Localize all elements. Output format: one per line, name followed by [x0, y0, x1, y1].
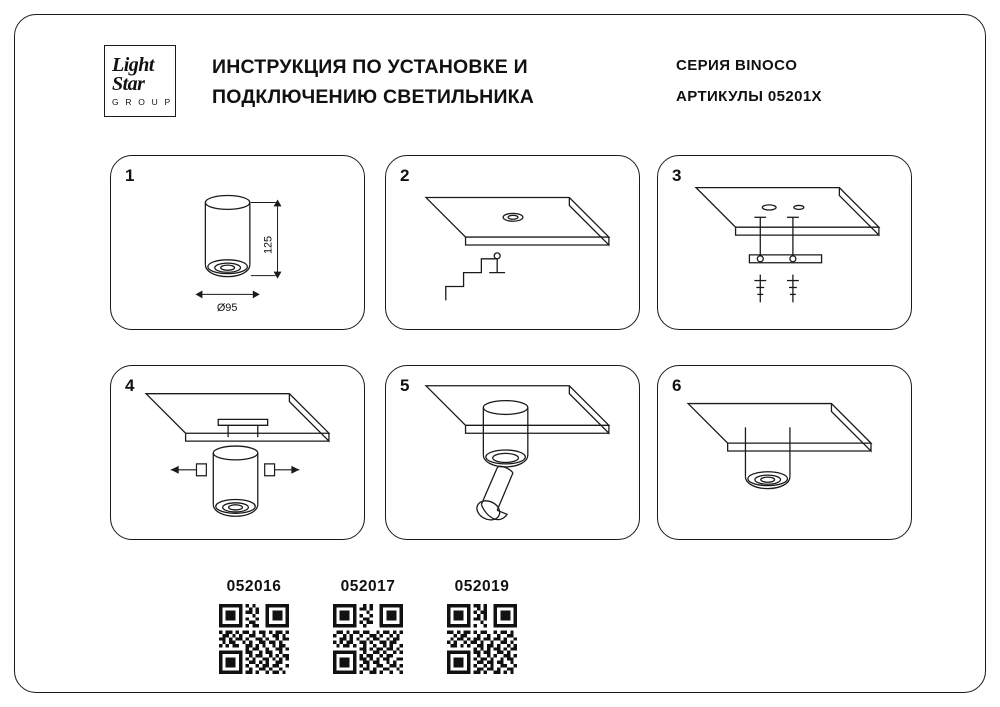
step-2-diagram [386, 156, 639, 329]
step-1-diameter-value: Ø95 [216, 302, 238, 315]
step-5-diagram [386, 366, 639, 539]
step-panel-3 [657, 155, 912, 330]
step-panel-4 [110, 365, 365, 540]
series-label: СЕРИЯ BINOCO [676, 57, 798, 74]
qr-block-052019 [436, 578, 528, 679]
step-number-6: 6 [672, 376, 682, 395]
step-number-2: 2 [400, 166, 410, 185]
article-label: АРТИКУЛЫ 05201X [676, 88, 822, 105]
step-number-3: 3 [672, 166, 682, 185]
qr-label-2: 052017 [340, 578, 396, 595]
qr-code-3 [447, 604, 517, 674]
step-number-1: 1 [125, 166, 135, 185]
step-6-diagram [658, 366, 911, 539]
step-1-diagram [111, 156, 364, 329]
page-title-line2: ПОДКЛЮЧЕНИЮ СВЕТИЛЬНИКА [212, 86, 535, 108]
brand-logo [104, 45, 176, 117]
qr-code-1 [219, 604, 289, 674]
logo-text-star: Star [112, 72, 145, 95]
qr-label-3: 052019 [454, 578, 510, 595]
step-number-5: 5 [400, 376, 410, 395]
page-title [212, 52, 632, 112]
logo-text-group: G R O U P [112, 96, 173, 107]
step-panel-1 [110, 155, 365, 330]
logo-text-light: Light [112, 53, 154, 76]
qr-block-052017 [322, 578, 414, 679]
step-panel-5 [385, 365, 640, 540]
qr-label-1: 052016 [226, 578, 282, 595]
step-4-diagram [111, 366, 364, 539]
step-1-height-value: 125 [262, 235, 275, 255]
qr-block-052016 [208, 578, 300, 679]
step-panel-2 [385, 155, 640, 330]
qr-code-2 [333, 604, 403, 674]
page-title-line1: ИНСТРУКЦИЯ ПО УСТАНОВКЕ И [212, 56, 528, 78]
step-panel-6 [657, 365, 912, 540]
step-number-4: 4 [125, 376, 135, 395]
step-3-diagram [658, 156, 911, 329]
